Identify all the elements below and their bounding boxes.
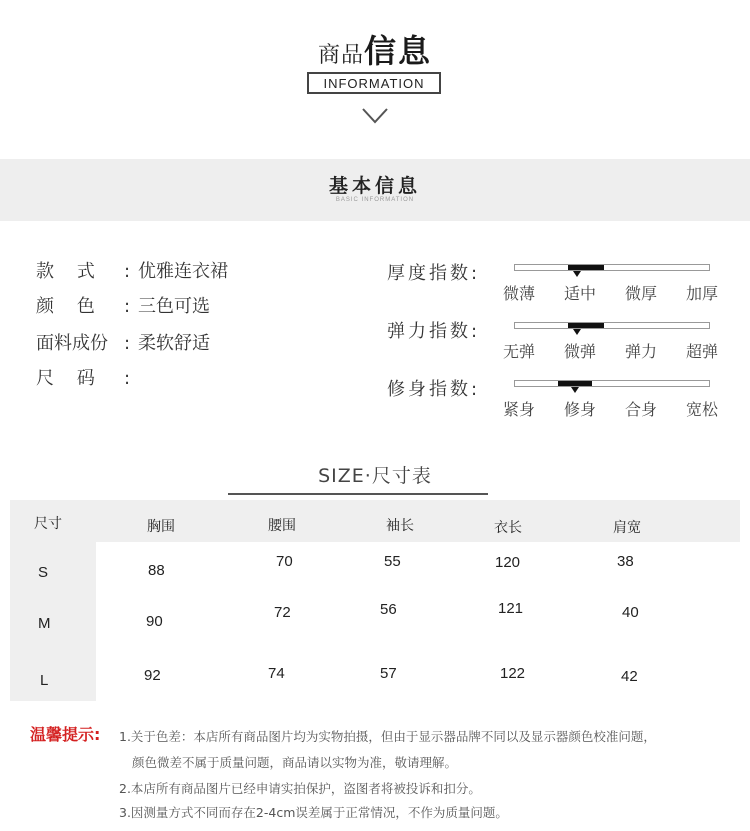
option-label: 宽松 (685, 400, 718, 419)
option-label: 无弹 (503, 342, 536, 361)
notice-line: 颜色微差不属于质量问题，商品请以实物为准，敬请理解。 (132, 755, 458, 770)
attr-label: 颜 色 (36, 296, 95, 317)
title-big: 信息 (364, 32, 433, 70)
title-small: 商品 (317, 43, 364, 68)
elasticity-index-label: 弹力指数: (387, 321, 481, 342)
column-header: 肩宽 (613, 520, 641, 536)
option-label: 微厚 (624, 284, 657, 303)
table-cell: S (38, 564, 49, 581)
option-label: 适中 (563, 284, 596, 303)
column-header: 腰围 (268, 518, 296, 534)
notice-label: 温馨提示: (30, 725, 101, 744)
option-label: 紧身 (503, 400, 536, 419)
attr-style: 款 式 : 优雅连衣裙 (36, 259, 228, 285)
option-label: 合身 (624, 400, 657, 419)
table-cell: 42 (621, 668, 638, 685)
table-cell: 55 (384, 553, 401, 570)
thickness-index-bar (514, 264, 710, 271)
fit-index-marker (571, 387, 579, 393)
option-label: 加厚 (685, 284, 718, 303)
table-cell: 92 (144, 667, 161, 684)
attr-size: 尺 码 : (36, 366, 138, 392)
basic-info-title: 基本信息 (328, 175, 421, 197)
column-header: 袖长 (386, 518, 414, 534)
table-cell: M (38, 615, 51, 632)
table-cell: 40 (622, 604, 639, 621)
column-header: 胸围 (147, 519, 175, 535)
fit-index-fill (558, 381, 592, 386)
option-label: 修身 (563, 400, 596, 419)
table-cell: 121 (498, 600, 524, 617)
fit-index-bar (514, 380, 710, 387)
thickness-index-marker (573, 271, 581, 277)
column-header: 衣长 (494, 520, 522, 536)
thickness-index-fill (568, 265, 604, 270)
attr-label: 尺 码 (36, 368, 95, 389)
basic-info-subtitle: BASIC INFORMATION (335, 197, 415, 203)
notice-line: 3.因测量方式不同而存在2-4cm误差属于正常情况，不作为质量问题。 (119, 805, 508, 820)
size-title-underline (228, 493, 488, 495)
option-label: 超弹 (685, 342, 718, 361)
table-cell: 120 (495, 554, 521, 571)
table-cell: 38 (617, 553, 634, 570)
table-cell: 88 (148, 562, 165, 579)
option-label: 微弹 (563, 342, 596, 361)
table-cell: 74 (268, 665, 285, 682)
thickness-index-label: 厚度指数: (387, 263, 481, 284)
elasticity-index-options (503, 339, 718, 362)
page-title (0, 26, 750, 72)
table-cell: 72 (274, 604, 291, 621)
attr-color: 颜 色 : 三色可选 (36, 294, 210, 320)
table-cell: L (40, 672, 49, 689)
elasticity-index-bar (514, 322, 710, 329)
thickness-index-options (503, 281, 718, 304)
table-cell: 56 (380, 601, 397, 618)
elasticity-index-fill (568, 323, 604, 328)
fit-index-label: 修身指数: (387, 379, 481, 400)
table-cell: 90 (146, 613, 163, 630)
column-header: 尺寸 (34, 516, 62, 532)
attr-value: 优雅连衣裙 (138, 261, 228, 282)
attr-value: 三色可选 (138, 296, 210, 317)
attr-fabric: 面料成份 : 柔软舒适 (36, 331, 210, 357)
option-label: 微薄 (503, 284, 536, 303)
notice-line: 1.关于色差：本店所有商品图片均为实物拍摄，但由于显示器品牌不同以及显示器颜色校准问题， (119, 729, 656, 744)
attr-label: 面料成份 (36, 333, 108, 354)
table-cell: 57 (380, 665, 397, 682)
information-label: INFORMATION (307, 72, 441, 94)
attr-value: 柔软舒适 (138, 333, 210, 354)
table-cell: 70 (276, 553, 293, 570)
elasticity-index-marker (573, 329, 581, 335)
notice-line: 2.本店所有商品图片已经申请实拍保护，盗图者将被投诉和扣分。 (119, 781, 481, 796)
size-table-title: SIZE·尺寸表 (318, 465, 432, 487)
option-label: 弹力 (624, 342, 657, 361)
table-cell: 122 (500, 665, 526, 682)
fit-index-options (503, 397, 718, 420)
attr-label: 款 式 (36, 261, 95, 282)
chevron-down-icon (361, 106, 389, 126)
